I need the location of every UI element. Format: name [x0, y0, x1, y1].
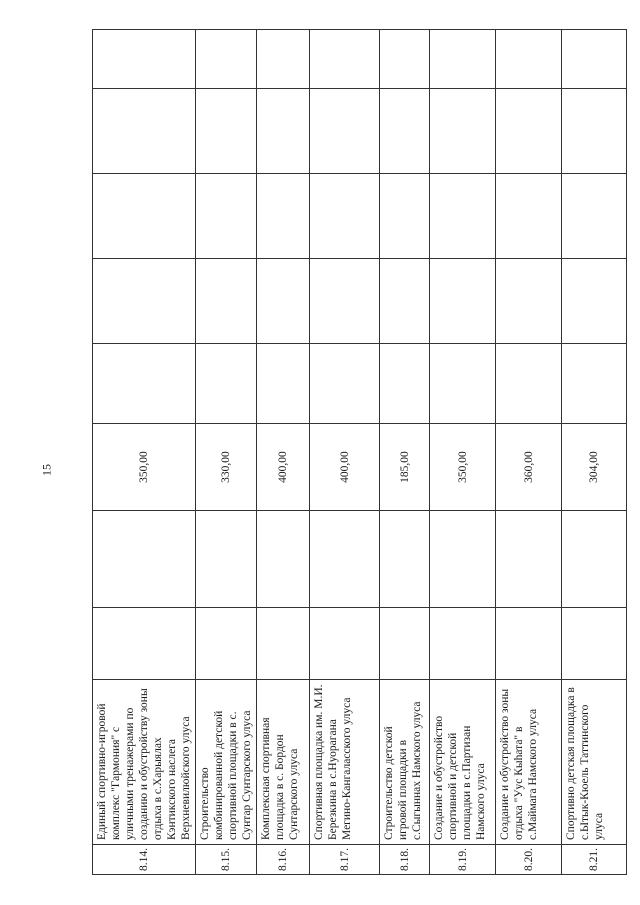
rotated-table-wrapper — [92, 30, 605, 875]
empty-cell — [93, 608, 196, 680]
row-number: 8.15. — [196, 845, 257, 875]
empty-cell — [380, 344, 430, 424]
empty-cell — [562, 89, 627, 174]
project-name: Спортивная площадка им. М.И. Березкина в с.Нуорагана Мегино-Кангаласского улуса — [310, 680, 380, 845]
empty-cell — [430, 174, 496, 259]
project-name: Комплексная спортивная площадка в с. Бордон Сунтарского улуса — [257, 680, 310, 845]
table-row — [430, 30, 496, 875]
empty-cell — [257, 89, 310, 174]
empty-cell — [430, 30, 496, 89]
row-number: 8.14. — [93, 845, 196, 875]
empty-cell — [196, 174, 257, 259]
empty-cell — [257, 608, 310, 680]
table-row — [93, 30, 196, 875]
project-amount: 350,00 — [430, 424, 496, 511]
project-name: Создание и обустройство спортивной и детской площадки в с.Партизан Намского улуса — [430, 680, 496, 845]
empty-cell — [257, 259, 310, 344]
empty-cell — [562, 511, 627, 608]
empty-cell — [562, 259, 627, 344]
empty-cell — [196, 259, 257, 344]
row-number: 8.17. — [310, 845, 380, 875]
project-amount: 400,00 — [310, 424, 380, 511]
project-name: Строительство детской игровой площадки в с.Сыгыннах Намского улуса — [380, 680, 430, 845]
empty-cell — [93, 344, 196, 424]
project-amount: 330,00 — [196, 424, 257, 511]
empty-cell — [93, 259, 196, 344]
empty-cell — [380, 259, 430, 344]
empty-cell — [430, 608, 496, 680]
row-number: 8.21. — [562, 845, 627, 875]
empty-cell — [430, 89, 496, 174]
table-row — [562, 30, 627, 875]
empty-cell — [380, 608, 430, 680]
row-number: 8.16. — [257, 845, 310, 875]
empty-cell — [310, 89, 380, 174]
empty-cell — [310, 344, 380, 424]
empty-cell — [257, 344, 310, 424]
empty-cell — [562, 174, 627, 259]
row-number: 8.19. — [430, 845, 496, 875]
page-number: 15 — [39, 464, 54, 476]
table-row — [257, 30, 310, 875]
row-number: 8.18. — [380, 845, 430, 875]
empty-cell — [310, 608, 380, 680]
empty-cell — [380, 511, 430, 608]
empty-cell — [93, 174, 196, 259]
empty-cell — [562, 30, 627, 89]
empty-cell — [310, 259, 380, 344]
empty-cell — [496, 608, 562, 680]
projects-table — [92, 29, 627, 875]
empty-cell — [496, 344, 562, 424]
table-row — [496, 30, 562, 875]
empty-cell — [380, 89, 430, 174]
empty-cell — [310, 30, 380, 89]
project-name: Строительство комбинированной детской спортивной площадки в с. Сунтар Сунтарского улуса — [196, 680, 257, 845]
empty-cell — [496, 174, 562, 259]
empty-cell — [310, 174, 380, 259]
empty-cell — [430, 259, 496, 344]
empty-cell — [93, 89, 196, 174]
project-name: Создание и обустройство зоны отдыха "Уус Кыhата" в с.Маймага Намского улуса — [496, 680, 562, 845]
empty-cell — [257, 174, 310, 259]
empty-cell — [93, 511, 196, 608]
project-amount: 304,00 — [562, 424, 627, 511]
empty-cell — [196, 89, 257, 174]
row-number: 8.20. — [496, 845, 562, 875]
project-name: Спортивно детская площадка в с.Ытык-Кюель Таттинского улуса — [562, 680, 627, 845]
project-amount: 400,00 — [257, 424, 310, 511]
empty-cell — [562, 608, 627, 680]
empty-cell — [196, 511, 257, 608]
empty-cell — [196, 30, 257, 89]
empty-cell — [430, 511, 496, 608]
empty-cell — [257, 511, 310, 608]
empty-cell — [496, 259, 562, 344]
empty-cell — [257, 30, 310, 89]
table-row — [196, 30, 257, 875]
table-row — [310, 30, 380, 875]
table-row — [380, 30, 430, 875]
empty-cell — [496, 30, 562, 89]
project-name: Единый спортивно-игровой комплекс "Гармония" с уличными тренажерами по созданию и обустройству зоны отдыха в с.Харыялах Кэнтикского наслега Верхневилюйского улуса — [93, 680, 196, 845]
empty-cell — [496, 89, 562, 174]
empty-cell — [380, 30, 430, 89]
empty-cell — [196, 344, 257, 424]
empty-cell — [380, 174, 430, 259]
empty-cell — [430, 344, 496, 424]
empty-cell — [496, 511, 562, 608]
project-amount: 185,00 — [380, 424, 430, 511]
empty-cell — [196, 608, 257, 680]
project-amount: 350,00 — [93, 424, 196, 511]
project-amount: 360,00 — [496, 424, 562, 511]
empty-cell — [93, 30, 196, 89]
empty-cell — [310, 511, 380, 608]
empty-cell — [562, 344, 627, 424]
